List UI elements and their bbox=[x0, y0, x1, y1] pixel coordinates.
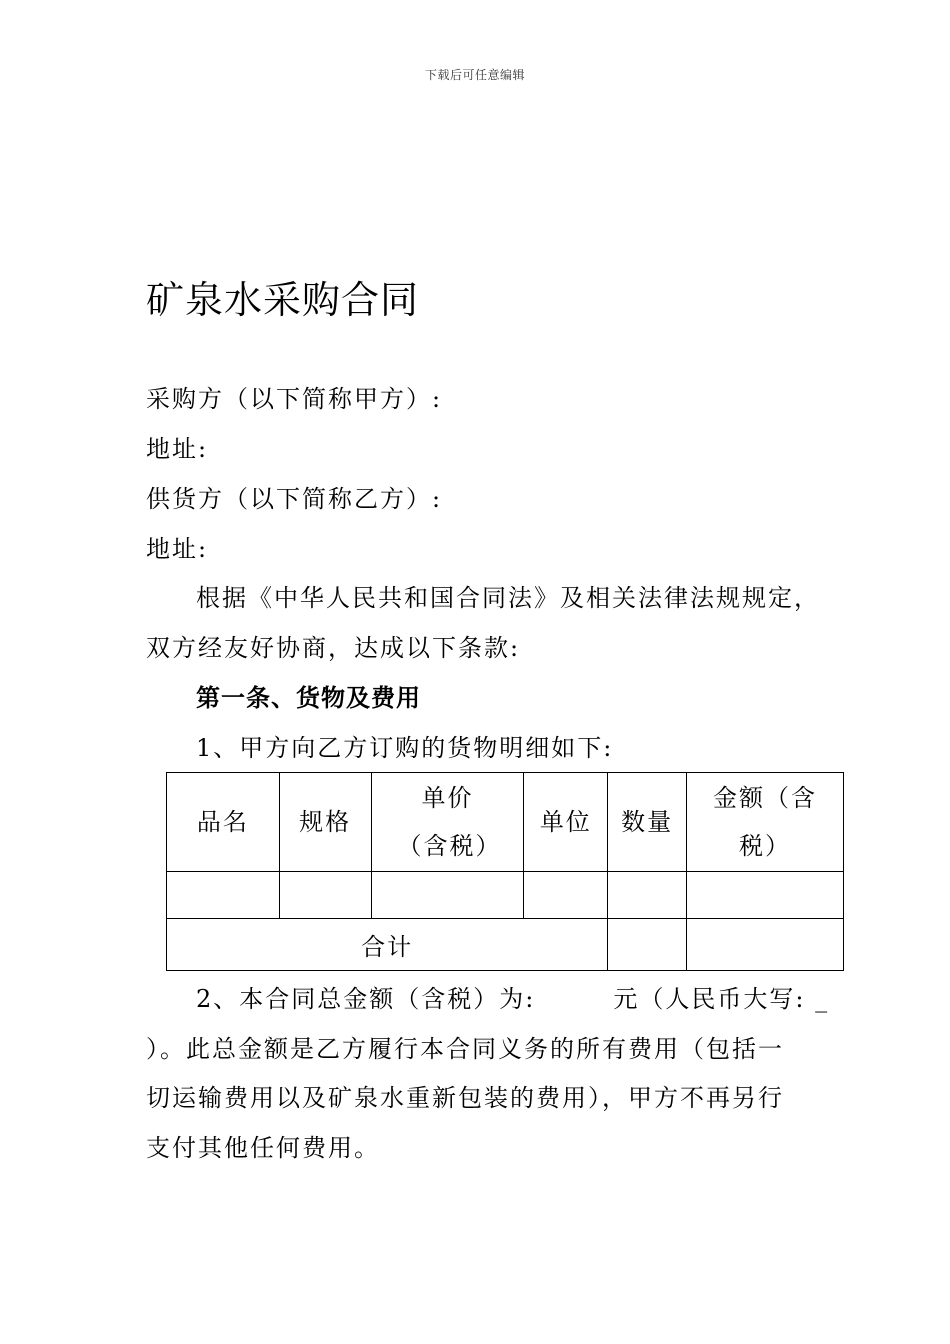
intro-line-1: 根据《中华人民共和国合同法》及相关法律法规规定， bbox=[196, 584, 820, 612]
header-note: 下载后可任意编辑 bbox=[424, 68, 525, 82]
table-header-cell bbox=[371, 773, 524, 872]
buyer-address-label: 地址: bbox=[146, 435, 209, 463]
article1-item2-line-1: 2、本合同总金额（含税）为: 元（人民币大写: _ bbox=[196, 985, 830, 1013]
table-cell bbox=[371, 872, 524, 919]
header-product-name: 品名 bbox=[196, 808, 249, 836]
goods-table bbox=[166, 772, 844, 971]
total-quantity-cell bbox=[608, 919, 687, 971]
intro-line-2: 双方经友好协商，达成以下条款: bbox=[146, 634, 521, 662]
supplier-label: 供货方（以下简称乙方）: bbox=[146, 485, 443, 513]
table-cell bbox=[608, 872, 687, 919]
table-row bbox=[167, 872, 844, 919]
article1-item2-line-3: 切运输费用以及矿泉水重新包装的费用），甲方不再另行 bbox=[146, 1084, 784, 1112]
total-amount-cell bbox=[687, 919, 844, 971]
table-header-row bbox=[167, 773, 844, 872]
table-header-cell bbox=[524, 773, 608, 872]
buyer-label: 采购方（以下简称甲方）: bbox=[146, 385, 443, 413]
header-unit: 单位 bbox=[539, 808, 592, 836]
header-amount: 金额（含税） bbox=[713, 784, 818, 860]
document-title: 矿泉水采购合同 bbox=[146, 278, 420, 322]
article1-heading: 第一条、货物及费用 bbox=[196, 684, 421, 712]
header-unit-price: 单价（含税） bbox=[397, 784, 502, 860]
table-cell bbox=[167, 872, 280, 919]
table-total-row bbox=[167, 919, 844, 971]
table-header-cell bbox=[687, 773, 844, 872]
article1-item2-line-2: ）。此总金额是乙方履行本合同义务的所有费用（包括一 bbox=[146, 1035, 784, 1063]
header-quantity: 数量 bbox=[621, 808, 674, 836]
article1-item1: 1、甲方向乙方订购的货物明细如下: bbox=[196, 734, 614, 762]
table-header-cell bbox=[279, 773, 371, 872]
header-spec: 规格 bbox=[299, 808, 352, 836]
total-label-cell bbox=[167, 919, 608, 971]
table-cell bbox=[279, 872, 371, 919]
table-cell bbox=[687, 872, 844, 919]
table-header-cell bbox=[608, 773, 687, 872]
supplier-address-label: 地址: bbox=[146, 535, 209, 563]
table-header-cell bbox=[167, 773, 280, 872]
article1-item2-line-4: 支付其他任何费用。 bbox=[146, 1134, 380, 1162]
table-cell bbox=[524, 872, 608, 919]
total-label: 合计 bbox=[361, 933, 414, 961]
